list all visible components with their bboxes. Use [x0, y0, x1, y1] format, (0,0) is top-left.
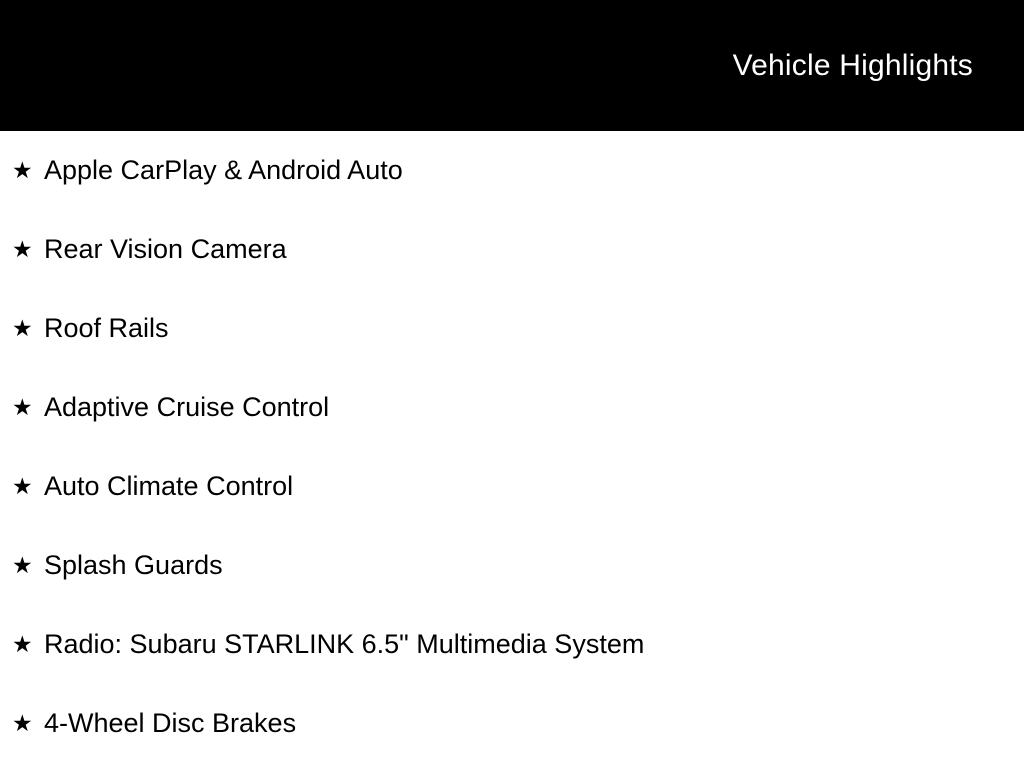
- header-bar: [0, 0, 1024, 131]
- list-item-label: Roof Rails: [44, 312, 169, 343]
- star-icon: ★: [12, 552, 33, 578]
- list-item-label: Splash Guards: [44, 549, 223, 580]
- star-icon: ★: [12, 710, 33, 736]
- list-item-label: Auto Climate Control: [44, 470, 294, 501]
- list-item: [0, 526, 1024, 605]
- star-icon: ★: [12, 315, 33, 341]
- list-item: [0, 447, 1024, 526]
- list-item-label: Apple CarPlay & Android Auto: [44, 154, 403, 185]
- list-item-label: Adaptive Cruise Control: [44, 391, 330, 422]
- list-item: [0, 289, 1024, 368]
- list-item: [0, 605, 1024, 684]
- list-item-label: 4-Wheel Disc Brakes: [44, 707, 297, 738]
- list-item: [0, 210, 1024, 289]
- star-icon: ★: [12, 236, 33, 262]
- list-item: [0, 131, 1024, 210]
- list-item-label: Rear Vision Camera: [44, 233, 287, 264]
- star-icon: ★: [12, 473, 33, 499]
- page-title: Vehicle Highlights: [732, 48, 973, 82]
- star-icon: ★: [12, 631, 33, 657]
- list-item: [0, 368, 1024, 447]
- vehicle-highlights-list: [0, 131, 1024, 763]
- star-icon: ★: [12, 157, 33, 183]
- star-icon: ★: [12, 394, 33, 420]
- list-item-label: Radio: Subaru STARLINK 6.5" Multimedia System: [44, 628, 645, 659]
- list-item: [0, 684, 1024, 763]
